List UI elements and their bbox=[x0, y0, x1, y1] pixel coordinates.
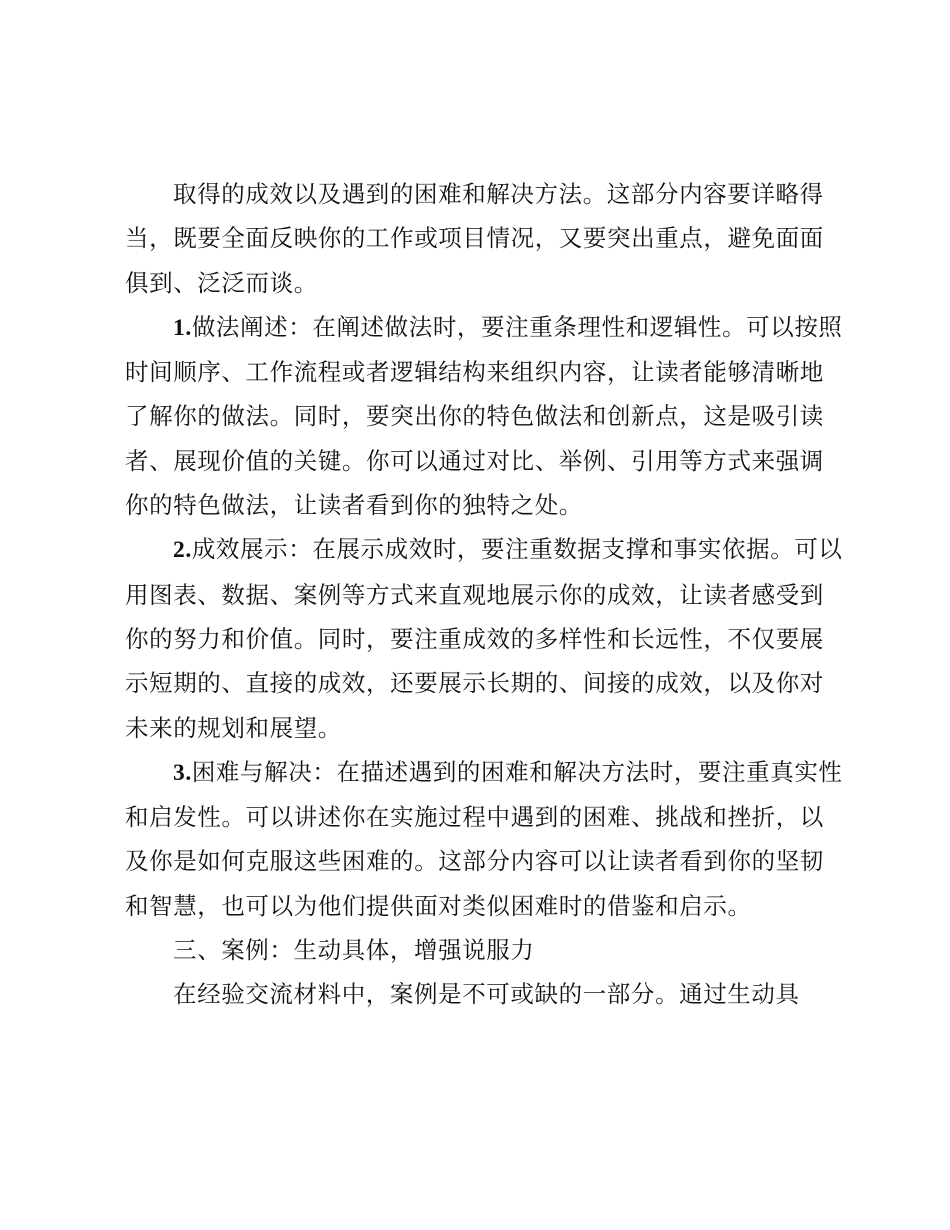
paragraph-intro bbox=[125, 172, 845, 305]
document-body bbox=[125, 172, 845, 1017]
paragraph-text: 成效展示：在展示成效时，要注重数据支撑和事实依据。可以用图表、数据、案例等方式来直观地展示你的成效，让读者感受到你的努力和价值。同时，要注重成效的多样性和长远性，不仅要展示短期的、直接的成效，还要展示长期的、间接的成效，以及你对未来的规划和展望。 bbox=[125, 535, 843, 742]
item-number: 2. bbox=[173, 537, 192, 564]
paragraph-results bbox=[125, 527, 845, 749]
paragraph-method bbox=[125, 305, 845, 527]
paragraph-text: 困难与解决：在描述遇到的困难和解决方法时，要注重真实性和启发性。可以讲述你在实施过程中遇到的困难、挑战和挫折，以及你是如何克服这些困难的。这部分内容可以让读者看到你的坚韧和智慧，也可以为他们提供面对类似困难时的借鉴和启示。 bbox=[125, 757, 843, 920]
paragraph-text: 取得的成效以及遇到的困难和解决方法。这部分内容要详略得当，既要全面反映你的工作或项目情况，又要突出重点，避免面面俱到、泛泛而谈。 bbox=[125, 180, 824, 297]
paragraph-text: 做法阐述：在阐述做法时，要注重条理性和逻辑性。可以按照时间顺序、工作流程或者逻辑结构来组织内容，让读者能够清晰地了解你的做法。同时，要突出你的特色做法和创新点，这是吸引读者、展现价值的关键。你可以通过对比、举例、引用等方式来强调你的特色做法，让读者看到你的独特之处。 bbox=[125, 312, 843, 520]
item-number: 1. bbox=[173, 314, 192, 341]
item-number: 3. bbox=[173, 759, 192, 786]
paragraph-cases bbox=[125, 972, 845, 1016]
heading-text: 三、案例：生动具体，增强说服力 bbox=[173, 936, 535, 965]
paragraph-difficulties bbox=[125, 750, 845, 928]
paragraph-text: 在经验交流材料中，案例是不可或缺的一部分。通过生动具 bbox=[173, 980, 800, 1009]
section-heading bbox=[125, 928, 845, 972]
